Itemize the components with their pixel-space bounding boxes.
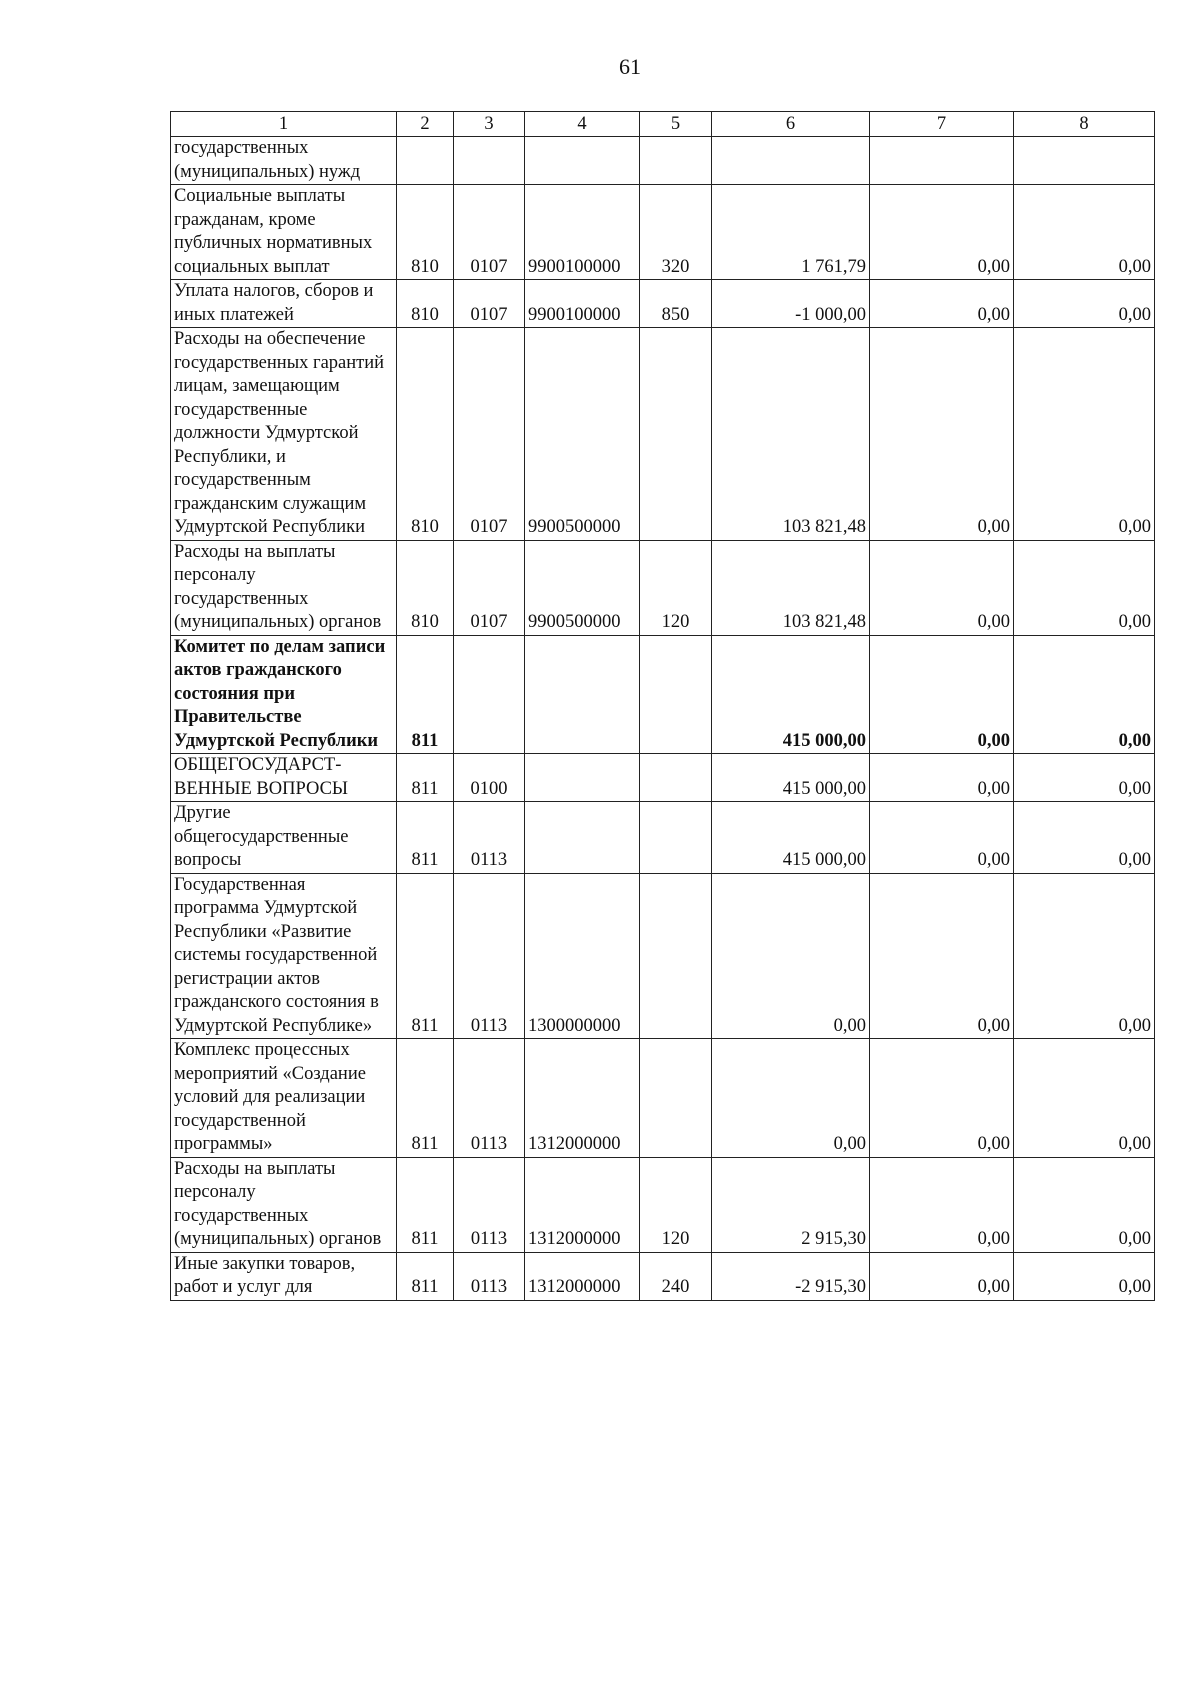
amount-cell: -2 915,30 xyxy=(712,1252,870,1300)
section-code-cell: 0107 xyxy=(454,280,525,328)
row-name-cell: Расходы на выплаты персоналу государственных (муниципальных) органов xyxy=(171,1157,397,1252)
row-name-cell: Расходы на выплаты персоналу государственных (муниципальных) органов xyxy=(171,540,397,635)
amount-cell: 0,00 xyxy=(1014,1039,1155,1158)
amount-cell: 0,00 xyxy=(870,873,1014,1039)
column-header: 6 xyxy=(712,112,870,137)
table-row xyxy=(171,1252,1155,1300)
expense-type-cell xyxy=(640,873,712,1039)
expense-type-cell: 320 xyxy=(640,185,712,280)
amount-cell: 0,00 xyxy=(1014,1252,1155,1300)
amount-cell xyxy=(712,137,870,185)
row-name-cell: Расходы на обеспечение государственных гарантий лицам, замещающим государственные должности Удмуртской Республики, и государственным гражданским служащим Удмуртской Республики xyxy=(171,328,397,541)
amount-cell: 0,00 xyxy=(870,635,1014,754)
table-row xyxy=(171,1157,1155,1252)
row-name-cell: Уплата налогов, сборов и иных платежей xyxy=(171,280,397,328)
amount-cell: 0,00 xyxy=(1014,802,1155,874)
table-row xyxy=(171,328,1155,541)
table-row xyxy=(171,540,1155,635)
section-code-cell: 0107 xyxy=(454,328,525,541)
section-code-cell xyxy=(454,635,525,754)
amount-cell: 2 915,30 xyxy=(712,1157,870,1252)
amount-cell: 0,00 xyxy=(870,802,1014,874)
chapter-code-cell: 810 xyxy=(397,328,454,541)
chapter-code-cell: 811 xyxy=(397,754,454,802)
amount-cell: 0,00 xyxy=(1014,873,1155,1039)
amount-cell: 0,00 xyxy=(870,1039,1014,1158)
target-article-cell: 9900100000 xyxy=(525,280,640,328)
table-row xyxy=(171,754,1155,802)
table-row xyxy=(171,873,1155,1039)
amount-cell: 0,00 xyxy=(870,1252,1014,1300)
target-article-cell: 1300000000 xyxy=(525,873,640,1039)
section-code-cell: 0113 xyxy=(454,1039,525,1158)
target-article-cell xyxy=(525,137,640,185)
amount-cell: 0,00 xyxy=(870,185,1014,280)
chapter-code-cell: 811 xyxy=(397,1252,454,1300)
section-code-cell: 0113 xyxy=(454,1157,525,1252)
amount-cell: 415 000,00 xyxy=(712,635,870,754)
target-article-cell: 9900500000 xyxy=(525,540,640,635)
row-name-cell: Комплекс процессных мероприятий «Создание условий для реализации государственной программы» xyxy=(171,1039,397,1158)
row-name-cell: Иные закупки товаров, работ и услуг для xyxy=(171,1252,397,1300)
expense-type-cell: 240 xyxy=(640,1252,712,1300)
column-header: 5 xyxy=(640,112,712,137)
expense-type-cell: 120 xyxy=(640,1157,712,1252)
row-name-cell: Другие общегосударственные вопросы xyxy=(171,802,397,874)
amount-cell: 0,00 xyxy=(1014,635,1155,754)
chapter-code-cell: 810 xyxy=(397,185,454,280)
amount-cell: 0,00 xyxy=(870,1157,1014,1252)
amount-cell: 0,00 xyxy=(1014,540,1155,635)
expense-type-cell xyxy=(640,802,712,874)
amount-cell: 0,00 xyxy=(870,754,1014,802)
expense-type-cell xyxy=(640,328,712,541)
target-article-cell xyxy=(525,802,640,874)
section-code-cell: 0107 xyxy=(454,540,525,635)
chapter-code-cell: 811 xyxy=(397,1039,454,1158)
row-name-cell: Государственная программа Удмуртской Республики «Развитие системы государственной регистрации актов гражданского состояния в Удмуртской Республике» xyxy=(171,873,397,1039)
amount-cell: 415 000,00 xyxy=(712,802,870,874)
section-code-cell xyxy=(454,137,525,185)
row-name-cell: Комитет по делам записи актов гражданского состояния при Правительстве Удмуртской Республики xyxy=(171,635,397,754)
expense-type-cell xyxy=(640,137,712,185)
amount-cell: 0,00 xyxy=(1014,280,1155,328)
amount-cell xyxy=(870,137,1014,185)
amount-cell: 103 821,48 xyxy=(712,328,870,541)
table-row xyxy=(171,137,1155,185)
table-row xyxy=(171,802,1155,874)
target-article-cell xyxy=(525,635,640,754)
chapter-code-cell: 810 xyxy=(397,540,454,635)
row-name-cell: государственных (муниципальных) нужд xyxy=(171,137,397,185)
column-header: 8 xyxy=(1014,112,1155,137)
amount-cell: 0,00 xyxy=(870,540,1014,635)
budget-table xyxy=(170,111,1155,1301)
page-number: 61 xyxy=(619,54,641,79)
column-header: 7 xyxy=(870,112,1014,137)
section-code-cell: 0113 xyxy=(454,802,525,874)
column-header: 4 xyxy=(525,112,640,137)
section-code-cell: 0113 xyxy=(454,1252,525,1300)
section-code-cell: 0100 xyxy=(454,754,525,802)
chapter-code-cell xyxy=(397,137,454,185)
amount-cell: 0,00 xyxy=(712,873,870,1039)
table-row xyxy=(171,185,1155,280)
expense-type-cell: 850 xyxy=(640,280,712,328)
header-row xyxy=(171,112,1155,137)
expense-type-cell xyxy=(640,754,712,802)
row-name-cell: ОБЩЕГОСУДАРСТ-ВЕННЫЕ ВОПРОСЫ xyxy=(171,754,397,802)
amount-cell: 1 761,79 xyxy=(712,185,870,280)
target-article-cell: 9900500000 xyxy=(525,328,640,541)
amount-cell: 103 821,48 xyxy=(712,540,870,635)
amount-cell: 0,00 xyxy=(1014,328,1155,541)
target-article-cell: 1312000000 xyxy=(525,1039,640,1158)
column-header: 2 xyxy=(397,112,454,137)
amount-cell: 0,00 xyxy=(870,280,1014,328)
expense-type-cell xyxy=(640,1039,712,1158)
chapter-code-cell: 811 xyxy=(397,635,454,754)
amount-cell: 415 000,00 xyxy=(712,754,870,802)
chapter-code-cell: 811 xyxy=(397,802,454,874)
table-row xyxy=(171,635,1155,754)
target-article-cell xyxy=(525,754,640,802)
amount-cell: 0,00 xyxy=(712,1039,870,1158)
column-header: 1 xyxy=(171,112,397,137)
target-article-cell: 1312000000 xyxy=(525,1252,640,1300)
section-code-cell: 0113 xyxy=(454,873,525,1039)
chapter-code-cell: 810 xyxy=(397,280,454,328)
column-header: 3 xyxy=(454,112,525,137)
amount-cell xyxy=(1014,137,1155,185)
table-row xyxy=(171,1039,1155,1158)
section-code-cell: 0107 xyxy=(454,185,525,280)
target-article-cell: 1312000000 xyxy=(525,1157,640,1252)
amount-cell: 0,00 xyxy=(1014,754,1155,802)
table-row xyxy=(171,280,1155,328)
table-body xyxy=(171,137,1155,1301)
row-name-cell: Социальные выплаты гражданам, кроме публичных нормативных социальных выплат xyxy=(171,185,397,280)
amount-cell: 0,00 xyxy=(1014,185,1155,280)
expense-type-cell: 120 xyxy=(640,540,712,635)
amount-cell: -1 000,00 xyxy=(712,280,870,328)
expense-type-cell xyxy=(640,635,712,754)
amount-cell: 0,00 xyxy=(870,328,1014,541)
amount-cell: 0,00 xyxy=(1014,1157,1155,1252)
target-article-cell: 9900100000 xyxy=(525,185,640,280)
chapter-code-cell: 811 xyxy=(397,1157,454,1252)
chapter-code-cell: 811 xyxy=(397,873,454,1039)
